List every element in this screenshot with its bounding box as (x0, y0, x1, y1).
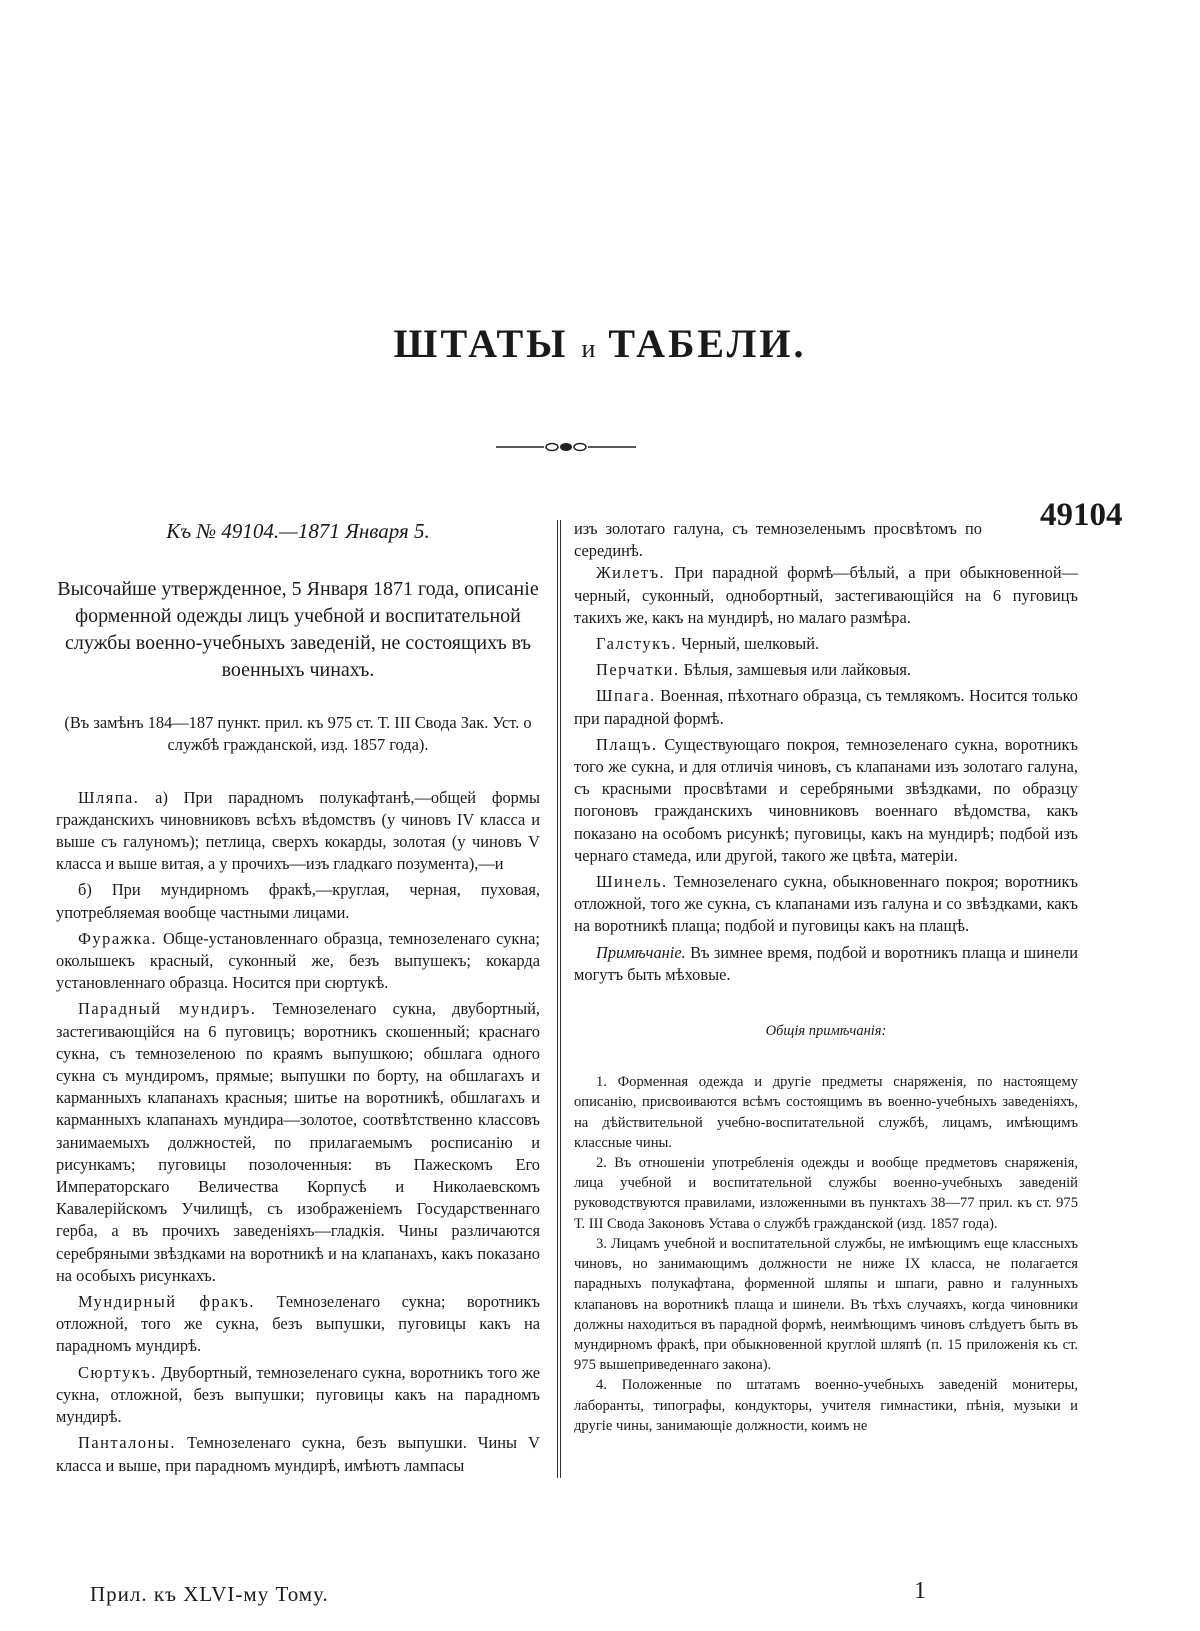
term: Шинель. (596, 872, 668, 892)
document-heading: Высочайше утвержденное, 5 Января 1871 года, описаніе форменной одежды лицъ учебной и воспитательной службы военно-учебныхъ заведеній, не состоящихъ въ военныхъ чинахъ. (57, 578, 539, 682)
footer-volume-label: Прил. къ XLVI-му Тому. (90, 1582, 329, 1606)
page-title (0, 320, 1200, 367)
paragraph-text: а) При парадномъ полукафтанѣ,—общей формы гражданскихъ чиновниковъ всѣхъ вѣдомствъ (у чиновъ IV класса и выше съ галуномъ); петлица, сверхъ кокарды, золотая (у чиновъ V класса и выше витая, а у прочихъ—изъ гладкаго позумента),—и (56, 787, 540, 874)
general-notes (574, 1072, 1078, 1436)
paragraph-hat-a (56, 787, 540, 876)
paragraph-text: Обще-установленнаго образца, темнозеленаго сукна; околышекъ красный, суконный же, безъ выпушекъ; кокарда установленнаго образца. Носится при сюртукѣ. (56, 928, 540, 993)
paragraph-text: Бѣлыя, замшевыя или лайковыя. (683, 660, 912, 680)
paragraph-trousers (56, 1432, 540, 1476)
ornamental-divider-icon (496, 440, 636, 454)
paragraph-text: Темнозеленаго сукна, двубортный, застегивающійся на 6 пуговицъ; воротникъ скошенный; краснаго сукна, съ темнозеленою по краямъ выпушкою; обшлага одного сукна съ мундиромъ, прямые; выпушки по борту, на обшлагахъ и карманныхъ клапанахъ красныя; шитье на воротникѣ, обшлагахъ и карманныхъ клапанахъ мундира—золотое, соотвѣтственно классовъ занимаемыхъ должностей, по прилагаемымъ росписанію и рисункамъ; пуговицы позолоченныя: въ Пажескомъ Его Императорскаго Величества Корпусѣ и Николаевскомъ Кавалерійскомъ Училищѣ, съ изображеніемъ Государственнаго герба, а въ прочихъ заведеніяхъ—гладкія. Чины различаются серебряными звѣздками на воротникѣ и на клапанахъ, какъ показано на особыхъ рисункахъ. (56, 999, 540, 1285)
note-item: 4. Положенные по штатамъ военно-учебныхъ заведеній монитеры, лаборанты, типографы, кондукторы, учителя гимнастики, пѣнія, музыки и другіе чины, занимающіе должности, коимъ не (574, 1377, 1078, 1434)
left-paragraphs (56, 787, 540, 1477)
term: Галстукъ. (596, 634, 678, 654)
reference-line: Къ № 49104.—1871 Января 5. (166, 519, 430, 543)
general-notes-title: Общія примѣчанія: (765, 1023, 887, 1040)
term: Плащъ. (596, 734, 658, 754)
paragraph-text: б) При мундирномъ фракѣ,—круглая, черная, пуховая, употребляемая вообще частными лицами. (56, 880, 540, 922)
paragraph-overcoat (574, 871, 1078, 938)
title-part-3: ТАБЕЛИ. (608, 321, 807, 366)
paragraph-tailcoat (56, 1291, 540, 1358)
title-part-2: и (581, 334, 596, 363)
term: Жилетъ. (596, 563, 666, 583)
title-part-1: ШТАТЫ (393, 321, 569, 366)
term: Фуражка. (78, 928, 158, 948)
paragraph-dress-uniform (56, 998, 540, 1287)
term: Мундирный фракъ. (78, 1292, 256, 1312)
term: Сюртукъ. (78, 1362, 157, 1382)
paragraph-text: Темнозеленаго сукна, безъ выпушки. Чины V класса и выше, при парадномъ мундирѣ, имѣютъ лампасы (56, 1433, 540, 1475)
column-divider (557, 520, 558, 1478)
right-column (574, 518, 1078, 1436)
note-item: 3. Лицамъ учебной и воспитательной службы, не имѣющимъ еще классныхъ чиновъ, но занимающимъ должности не ниже IX класса, не полагается парадныхъ полукафтана, форменной шляпы и шпаги, равно и галунныхъ клапановъ на воротникѣ плаща и шинели. Въ тѣхъ случаяхъ, когда чиновники должны находиться въ парадной формѣ, неимѣющимъ чиновъ слѣдуетъ быть въ мундирномъ фракѣ, при обыкновенной круглой шляпѣ (п. 15 приложенія къ ст. 975 вышеприведеннаго закона). (574, 1235, 1078, 1374)
remark (574, 942, 1078, 986)
paragraph-text: Военная, пѣхотнаго образца, съ темлякомъ. Носится только при парадной формѣ. (574, 686, 1078, 728)
remark-label: Примѣчаніе. (596, 942, 686, 962)
paragraph-text: При парадной формѣ—бѣлый, а при обыкновенной—черный, суконный, однобортный, застегивающійся на 6 пуговицъ такихъ же, какъ на мундирѣ, но малаго размѣра. (574, 563, 1078, 627)
paragraph-text: Черный, шелковый. (681, 634, 820, 654)
replacement-note: (Въ замѣнъ 184—187 пункт. прил. къ 975 ст. Т. III Свода Зак. Уст. о службѣ гражданской, изд. 1857 года). (64, 713, 532, 755)
paragraph-sword (574, 685, 1078, 729)
continuation-text: изъ золотаго галуна, съ темнозеленымъ просвѣтомъ по серединѣ. (574, 519, 982, 561)
remark-text: Въ зимнее время, подбой и воротникъ плаща и шинели могутъ быть мѣховые. (574, 942, 1078, 984)
column-divider-secondary (560, 520, 561, 1478)
term: Панталоны. (78, 1433, 176, 1453)
page-number: 1 (914, 1578, 926, 1604)
left-column (56, 520, 540, 1481)
document-number: 49104 (1040, 497, 1123, 533)
term: Шпага. (596, 686, 656, 706)
paragraph-text: Существующаго покроя, темнозеленаго сукна, воротникъ того же сукна, и для отличія чиновъ, съ клапанами изъ золотаго галуна, съ красными просвѣтами и серебряными звѣздками, по образцу погоновъ гражданскихъ чиновниковъ военнаго вѣдомства, какъ показано на особомъ рисункѣ; пуговицы, какъ на мундирѣ; подбой изъ чернаго стамеда, или другой, такого же цвѣта, матеріи. (574, 734, 1078, 865)
paragraph-gloves (574, 659, 1078, 681)
note-item: 2. Въ отношеніи употребленія одежды и вообще предметовъ снаряженія, лица учебной и воспитательной службы военно-учебныхъ заведеній руководствуются правилами, изложенными въ пунктахъ 38—77 прил. къ ст. 975 Т. III Свода Законовъ Устава о службѣ гражданской (изд. 1857 года). (574, 1155, 1078, 1232)
paragraph-cap (56, 928, 540, 995)
paragraph-text: Темнозеленаго сукна, обыкновеннаго покроя; воротникъ отложной, того же сукна, съ клапанами изъ галуна и со звѣздками, какъ на воротникѣ плаща; подбой и пуговицы какъ на плащѣ. (574, 872, 1078, 936)
paragraph-waistcoat (574, 562, 1078, 629)
term: Шляпа. (78, 787, 140, 807)
paragraph-hat-b (56, 879, 540, 923)
paragraph-tie (574, 633, 1078, 655)
paragraph-frock-coat (56, 1362, 540, 1429)
note-item: 1. Форменная одежда и другіе предметы снаряженія, по настоящему описанію, присвоиваются всѣмъ состоящимъ въ военно-учебныхъ заведеніяхъ, на дѣйствительной учебно-воспитательной службѣ, лицамъ, имѣющимъ классные чины. (574, 1074, 1078, 1151)
paragraph-text: Темнозеленаго сукна; воротникъ отложной, того же сукна, безъ выпушки, пуговицы какъ на парадномъ мундирѣ. (56, 1292, 540, 1356)
paragraph-text: Двубортный, темнозеленаго сукна, воротникъ того же сукна, отложной, безъ выпушки; пуговицы какъ на парадномъ мундирѣ. (56, 1362, 540, 1427)
paragraph-cloak (574, 734, 1078, 867)
term: Парадный мундиръ. (78, 999, 257, 1019)
term: Перчатки. (596, 660, 680, 680)
